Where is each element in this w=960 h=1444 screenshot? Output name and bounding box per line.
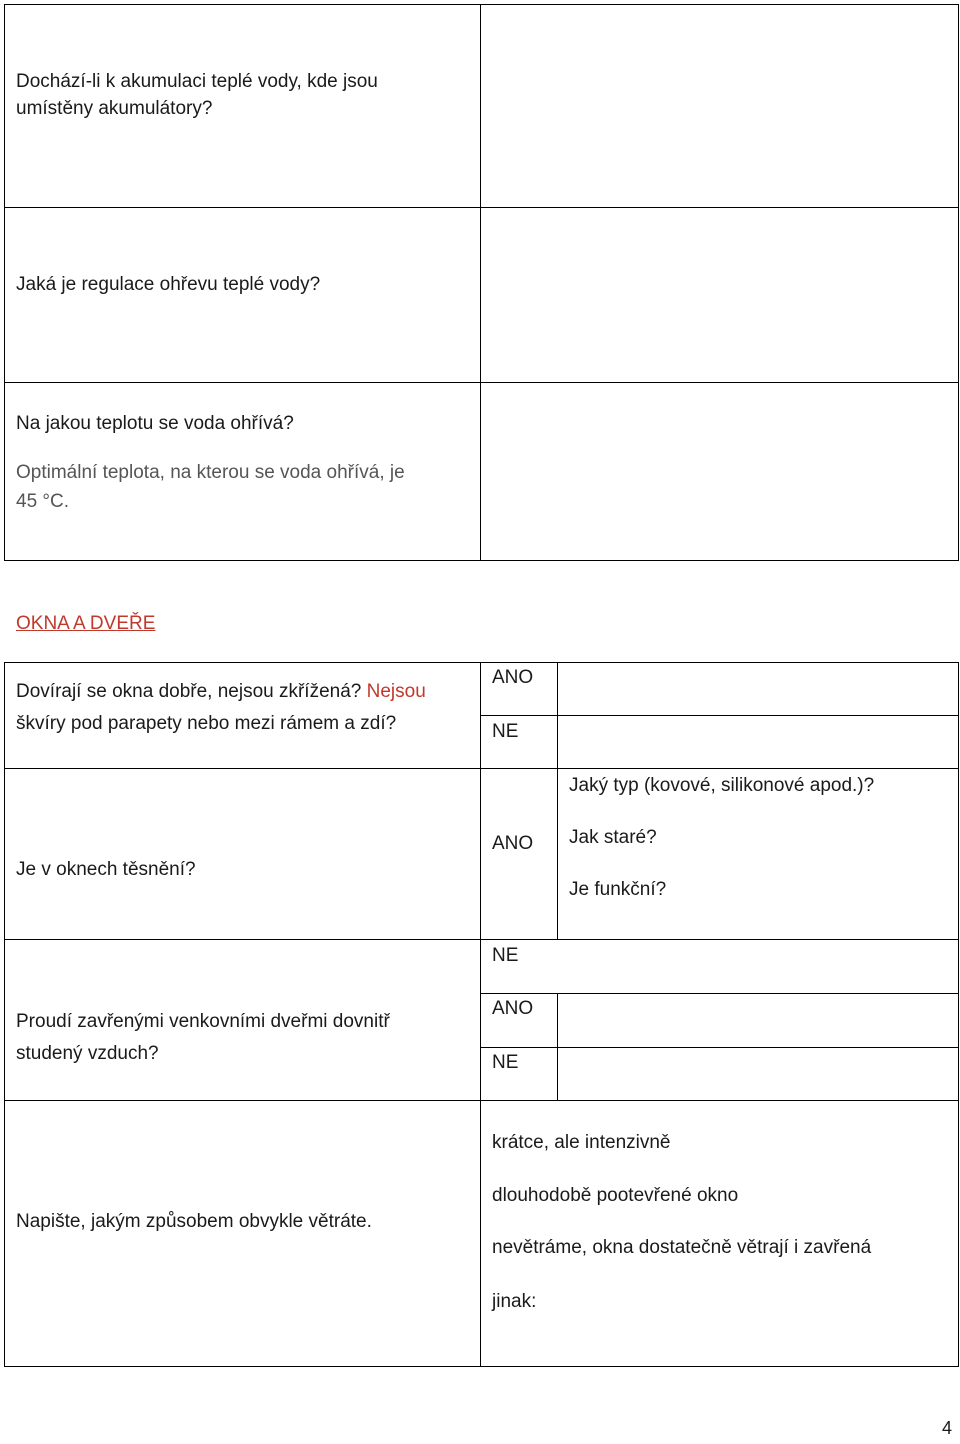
hint-temperature: Optimální teplota, na kterou se voda ohřívá, je 45 °C.: [16, 462, 405, 512]
question-windows-close: Dovírají se okna dobře, nejsou zkřížená? Nejsou škvíry pod parapety nebo mezi rámem a zdí?: [16, 681, 426, 734]
vent-option-other[interactable]: jinak:: [492, 1291, 537, 1312]
answer-no-windows[interactable]: NE: [492, 721, 519, 742]
seal-detail-age: Jak staré?: [569, 827, 657, 848]
question-temperature: Na jakou teplotu se voda ohřívá?: [16, 413, 294, 434]
seal-detail-type: Jaký typ (kovové, silikonové apod.)?: [569, 775, 875, 796]
question-doors: Proudí zavřenými venkovními dveřmi dovnitř studený vzduch?: [16, 1011, 390, 1064]
section-heading-windows-doors: OKNA A DVEŘE: [16, 613, 156, 634]
question-accumulation: Dochází-li k akumulaci teplé vody, kde jsou umístěny akumulátory?: [16, 71, 378, 119]
answer-no-doors[interactable]: NE: [492, 1052, 519, 1073]
question-ventilation: Napište, jakým způsobem obvykle větráte.: [16, 1211, 372, 1232]
question-seals: Je v oknech těsnění?: [16, 859, 196, 880]
answer-yes-seals[interactable]: ANO: [492, 833, 534, 854]
vent-option-tilted-window[interactable]: dlouhodobě pootevřené okno: [492, 1185, 739, 1206]
seal-detail-function: Je funkční?: [569, 879, 667, 900]
question-regulation: Jaká je regulace ohřevu teplé vody?: [16, 274, 321, 295]
answer-yes-doors[interactable]: ANO: [492, 998, 534, 1019]
vent-option-none[interactable]: nevětráme, okna dostatečně větrají i zavřená: [492, 1237, 872, 1258]
page-number: 4: [941, 1418, 952, 1438]
vent-option-short-intense[interactable]: krátce, ale intenzivně: [492, 1132, 671, 1153]
answer-yes-windows[interactable]: ANO: [492, 667, 534, 688]
answer-no-seals[interactable]: NE: [492, 945, 519, 966]
